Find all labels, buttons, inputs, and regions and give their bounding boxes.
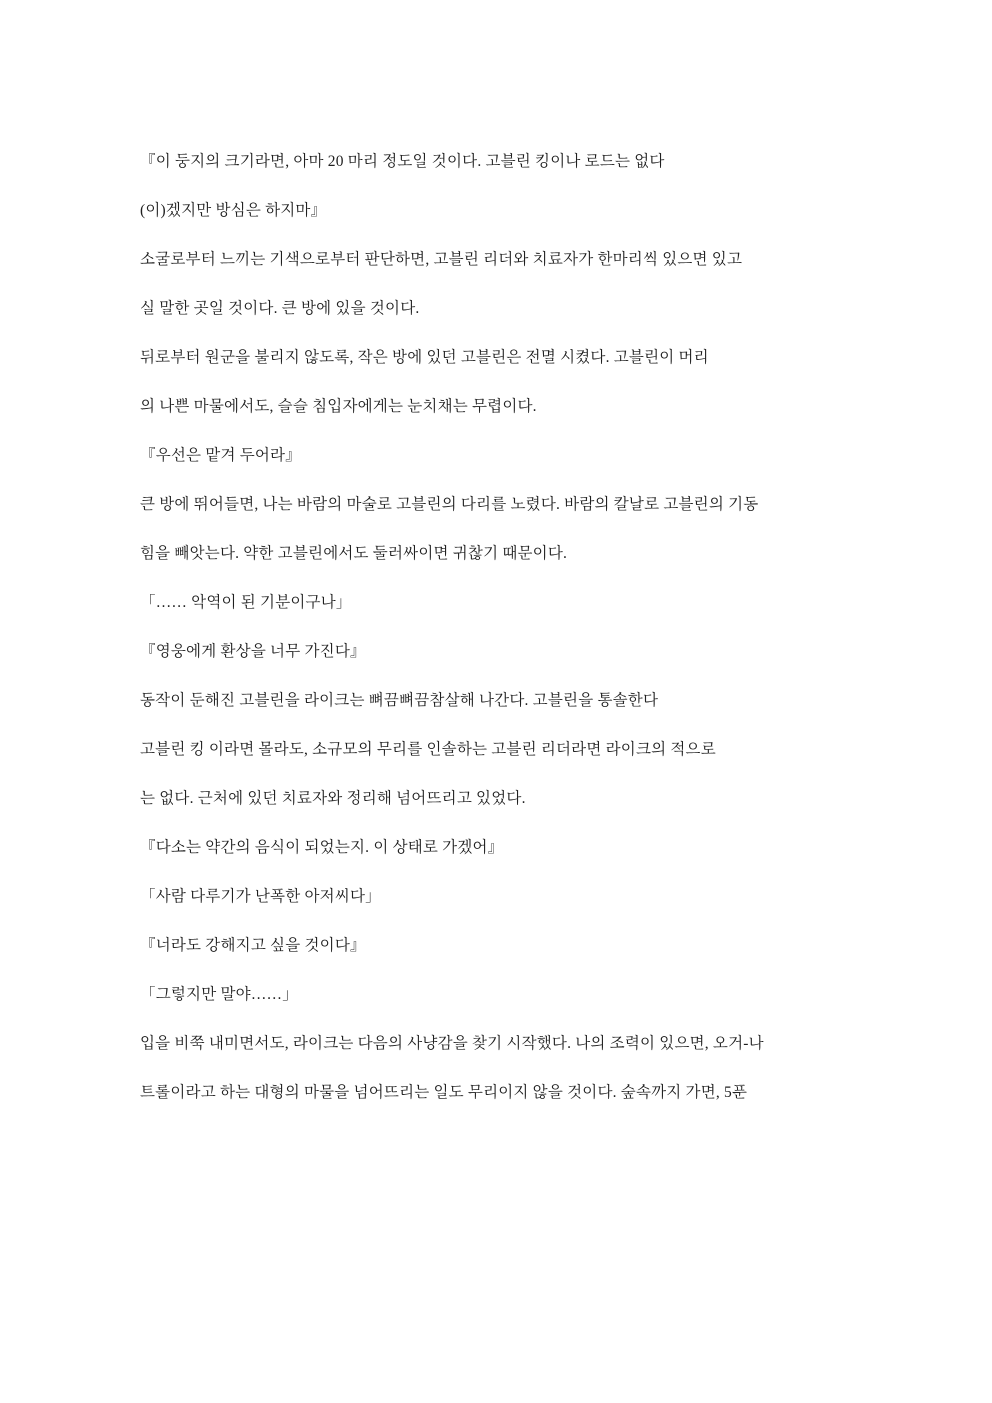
paragraph: 『우선은 맡겨 두어라』: [140, 447, 301, 465]
paragraph: 트롤이라고 하는 대형의 마물을 넘어뜨리는 일도 무리이지 않을 것이다. 숲속까지 가면, 5푼: [140, 1084, 748, 1102]
paragraph: 『너라도 강해지고 싶을 것이다』: [140, 937, 366, 955]
paragraph: 「사람 다루기가 난폭한 아저씨다」: [140, 888, 381, 906]
paragraph: 입을 비쭉 내미면서도, 라이크는 다음의 사냥감을 찾기 시작했다. 나의 조력이 있으면, 오거-나: [140, 1035, 764, 1053]
paragraph: 『영웅에게 환상을 너무 가진다』: [140, 643, 366, 661]
document-body: [140, 150, 852, 1105]
paragraph: (이)겠지만 방심은 하지마』: [140, 202, 327, 220]
paragraph: 『이 둥지의 크기라면, 아마 20 마리 정도일 것이다. 고블린 킹이나 로드는 없다: [140, 153, 665, 170]
paragraph: 의 나쁜 마물에서도, 슬슬 침입자에게는 눈치채는 무렵이다.: [140, 398, 537, 416]
paragraph: 『다소는 약간의 음식이 되었는지. 이 상태로 가겠어』: [140, 839, 504, 857]
paragraph: 는 없다. 근처에 있던 치료자와 정리해 넘어뜨리고 있었다.: [140, 790, 526, 808]
paragraph: 뒤로부터 원군을 불리지 않도록, 작은 방에 있던 고블린은 전멸 시켰다. 고블린이 머리: [140, 349, 709, 367]
paragraph: 「…… 악역이 된 기분이구나」: [140, 594, 352, 612]
paragraph: 「그렇지만 말야……」: [140, 986, 298, 1004]
paragraph: 힘을 빼앗는다. 약한 고블린에서도 둘러싸이면 귀찮기 때문이다.: [140, 545, 568, 563]
paragraph: 실 말한 곳일 것이다. 큰 방에 있을 것이다.: [140, 300, 420, 318]
paragraph: 동작이 둔해진 고블린을 라이크는 뼈끔뼈끔참살해 나간다. 고블린을 통솔한다: [140, 692, 659, 710]
paragraph: 큰 방에 뛰어들면, 나는 바람의 마술로 고블린의 다리를 노렸다. 바람의 칼날로 고블린의 기동: [140, 496, 759, 514]
paragraph: 고블린 킹 이라면 몰라도, 소규모의 무리를 인솔하는 고블린 리더라면 라이크의 적으로: [140, 741, 716, 759]
paragraph: 소굴로부터 느끼는 기색으로부터 판단하면, 고블린 리더와 치료자가 한마리씩 있으면 있고: [140, 251, 743, 269]
